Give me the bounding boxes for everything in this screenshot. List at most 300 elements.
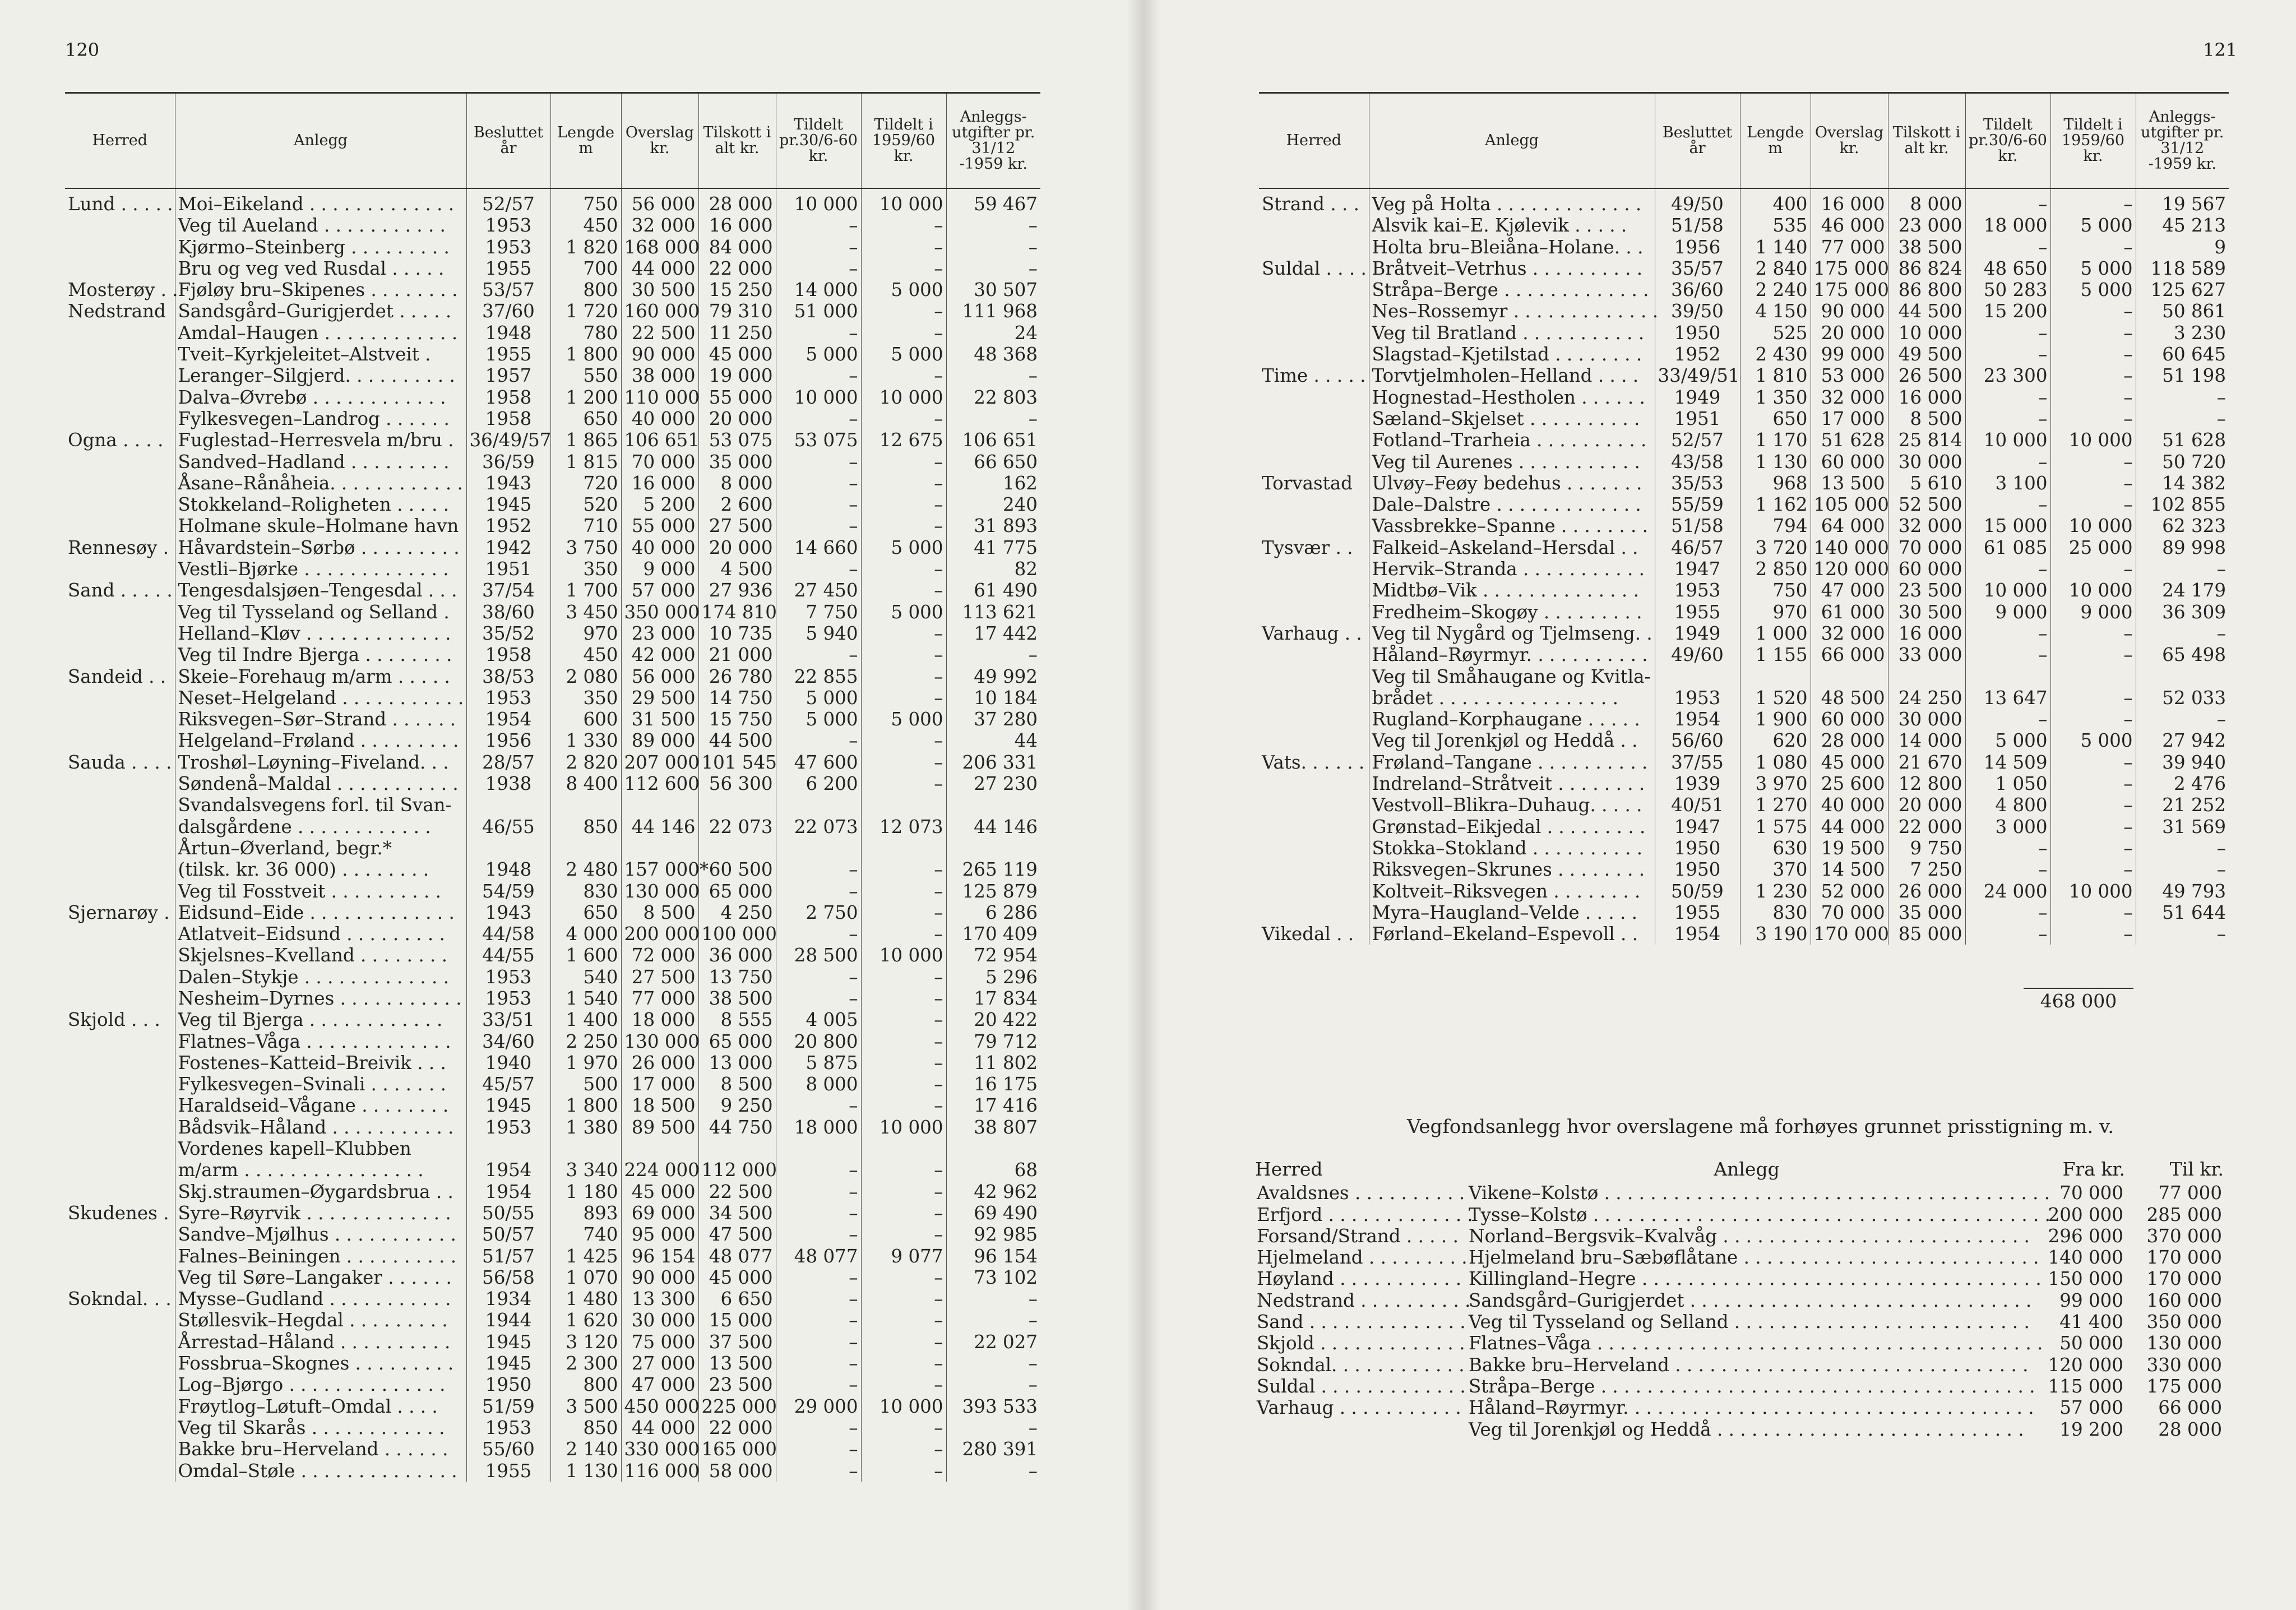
table-row	[65, 322, 1040, 344]
table-cell	[1259, 515, 1369, 536]
table-cell: –	[1965, 558, 2050, 580]
table-cell: 1952	[466, 515, 550, 536]
table-cell: 13 647	[1965, 687, 2050, 709]
table-cell: 3 750	[550, 537, 621, 558]
table-cell: Årrestad–Håland . . . . . . . . . .	[175, 1331, 466, 1353]
table-cell: –	[2216, 859, 2226, 881]
table-cell: 10 000	[2050, 580, 2136, 601]
table-cell: Time . . . . .	[1259, 365, 1369, 386]
table-cell	[65, 1374, 175, 1395]
table-cell	[65, 1310, 175, 1331]
table-cell: 125 879	[962, 880, 1038, 902]
table-cell: –	[2050, 494, 2136, 515]
table-row	[65, 537, 1040, 558]
table-cell: 46/57	[1655, 537, 1740, 558]
table-cell: 53/57	[466, 279, 550, 300]
table-cell: 48 500	[1811, 687, 1888, 709]
table-cell: 33 000	[1888, 644, 1965, 665]
table-cell	[1259, 494, 1369, 515]
table-cell: 5 000	[861, 602, 946, 623]
table-cell: 5 000	[776, 344, 861, 365]
table-cell: –	[2050, 365, 2136, 386]
table-cell: 10 000	[2050, 429, 2136, 451]
table-cell: 20 800	[776, 1031, 861, 1052]
table-cell: 45 000	[621, 1181, 698, 1202]
table-row	[65, 344, 1040, 365]
table-cell: 30 000	[621, 1310, 698, 1331]
table-cell: Fuglestad–Herresvela m/bru .	[175, 429, 466, 451]
table-cell: Sauda . . . .	[65, 752, 175, 773]
table-cell: 1950	[466, 1374, 550, 1395]
table-cell: 2 840	[1740, 258, 1811, 279]
table-cell: –	[776, 1310, 861, 1331]
table-cell: –	[861, 1224, 946, 1245]
table-cell: 38 500	[698, 988, 776, 1009]
table-cell: 60 000	[1811, 709, 1888, 730]
table-cell: 49 500	[1888, 344, 1965, 365]
table-cell: –	[861, 773, 946, 794]
table-cell: Rennesøy .	[65, 537, 175, 558]
table-cell	[65, 494, 175, 515]
table-cell: 8 000	[1888, 188, 1965, 215]
table-cell	[861, 1138, 946, 1159]
table-cell: 160 000	[621, 300, 698, 322]
table-cell	[65, 1159, 175, 1181]
table-cell: 22 855	[776, 666, 861, 687]
table-cell: –	[861, 881, 946, 902]
table-cell: 50/59	[1655, 881, 1740, 902]
table-cell: –	[776, 1331, 861, 1353]
table-cell: 620	[1740, 730, 1811, 751]
table-cell: 24	[1014, 322, 1038, 344]
table-cell: –	[1965, 387, 2050, 408]
table-cell	[65, 344, 175, 365]
table-cell	[1259, 300, 1369, 322]
table-cell: 10 000	[776, 188, 861, 215]
column-header: Anleggs-utgifter pr. 31/12 -1959 kr.	[2136, 93, 2229, 189]
column-header: Fra kr.	[2062, 1158, 2125, 1180]
table-cell: 8 500	[1888, 408, 1965, 429]
table-cell: 1945	[466, 1353, 550, 1374]
table-cell: 44 146	[974, 816, 1038, 838]
table-cell: 200 000	[2048, 1204, 2123, 1225]
table-cell: –	[2050, 794, 2136, 816]
table-row	[1259, 188, 2229, 215]
table-cell: 68	[1014, 1159, 1038, 1181]
table-cell	[65, 644, 175, 665]
table-cell: 51 000	[776, 300, 861, 322]
table-cell: 60 645	[2162, 344, 2226, 366]
table-cell: 720	[550, 473, 621, 494]
table-cell: –	[861, 515, 946, 536]
table-cell: Bru og veg ved Rusdal . . . . .	[175, 258, 466, 279]
table-cell: 2 240	[1740, 279, 1811, 300]
table-cell: –	[861, 1310, 946, 1331]
table-cell: 1 162	[1740, 494, 1811, 515]
table-cell	[861, 838, 946, 859]
table-cell: 1939	[1655, 773, 1740, 794]
table-cell: 41 775	[974, 536, 1038, 558]
table-cell: Fjøløy bru–Skipenes . . . . . . . .	[175, 279, 466, 300]
table-row	[1259, 623, 2229, 644]
table-cell	[698, 838, 776, 859]
table-cell: Norland–Bergsvik–Kvalvåg . . . . . . . . . . . . . . . . . . . . . . . . . . .	[1469, 1225, 2030, 1247]
table-row	[1259, 537, 2229, 558]
table-cell: 66 000	[1811, 644, 1888, 665]
table-cell	[65, 1074, 175, 1095]
table-cell: 13 500	[1811, 473, 1888, 494]
table-cell: 27 936	[698, 580, 776, 601]
table-cell: 28/57	[466, 752, 550, 773]
table-cell: –	[861, 1460, 946, 1482]
table-cell: 39 940	[2162, 751, 2226, 773]
table-cell: 6 286	[985, 901, 1038, 923]
table-cell: 174 810	[698, 602, 776, 623]
table-cell: 21 000	[698, 644, 776, 665]
table-cell: 23 300	[1965, 365, 2050, 386]
table-cell: 22 073	[776, 816, 861, 838]
table-cell: Tveit–Kyrkjeleitet–Alstveit .	[175, 344, 466, 365]
table-cell: 2 480	[550, 859, 621, 880]
table-cell: 28 000	[698, 188, 776, 215]
table-cell: Falkeid–Askeland–Hersdal . .	[1369, 537, 1655, 558]
table-cell: 19 567	[2162, 193, 2226, 215]
table-cell: 12 073	[861, 816, 946, 838]
table-cell: Søndenå–Maldal . . . . . . . . . . .	[175, 773, 466, 794]
table-cell: 51 628	[1811, 429, 1888, 451]
table-cell: 90 000	[621, 1267, 698, 1288]
table-row	[65, 1138, 1040, 1159]
table-cell: 40/51	[1655, 794, 1740, 816]
table-cell: –	[1965, 494, 2050, 515]
table-cell: –	[1965, 838, 2050, 859]
table-cell: 650	[550, 408, 621, 429]
table-row	[1255, 1397, 2224, 1418]
table-cell: –	[861, 1288, 946, 1310]
table-cell: 10 000	[1888, 322, 1965, 344]
table-cell: 69 490	[974, 1202, 1038, 1224]
table-cell: 90 000	[1811, 300, 1888, 322]
table-cell: 9	[2214, 236, 2226, 258]
table-cell	[65, 1224, 175, 1245]
table-cell: –	[861, 473, 946, 494]
table-cell	[1811, 666, 1888, 687]
table-cell	[946, 794, 1040, 816]
table-cell: Veg til Tysseland og Selland . . . . . . . . . . . . . . . . . . . . . . . . . .	[1469, 1311, 2030, 1333]
table-cell: 40 000	[1811, 794, 1888, 816]
table-row	[65, 558, 1040, 580]
table-cell: 10 000	[2050, 881, 2136, 902]
table-cell: 24 250	[1888, 687, 1965, 709]
table-cell: 18 500	[621, 1095, 698, 1116]
table-cell: 850	[550, 1417, 621, 1438]
table-cell: 1949	[1655, 623, 1740, 644]
table-cell: Dalen–Stykje . . . . . . . . . . . . .	[175, 966, 466, 988]
table-cell: 42 000	[621, 644, 698, 665]
table-cell: –	[1965, 644, 2050, 665]
table-cell: 56/60	[1655, 730, 1740, 751]
table-cell: Hervik–Stranda . . . . . . . . . . .	[1369, 558, 1655, 580]
table-cell: 25 600	[1811, 773, 1888, 794]
table-cell	[65, 881, 175, 902]
table-cell: 35/52	[466, 623, 550, 644]
table-cell: –	[861, 1353, 946, 1374]
table-cell: 1 130	[1740, 451, 1811, 473]
table-row	[1259, 344, 2229, 365]
table-cell: –	[861, 902, 946, 923]
table-cell: –	[861, 1438, 946, 1460]
table-cell	[2136, 666, 2229, 687]
table-cell	[65, 859, 175, 880]
table-row	[1255, 1225, 2224, 1247]
table-cell	[1259, 794, 1369, 816]
table-cell: Omdal–Støle . . . . . . . . . . . . . .	[175, 1460, 466, 1482]
table-cell: Alsvik kai–E. Kjølevik . . . . .	[1369, 215, 1655, 236]
table-row	[65, 258, 1040, 279]
table-cell: 1955	[466, 258, 550, 279]
table-cell: Sandeid . .	[65, 666, 175, 687]
table-row	[1259, 902, 2229, 923]
table-cell: Tengesdalsjøen–Tengesdal . . .	[175, 580, 466, 601]
table-cell: 86 800	[1888, 279, 1965, 300]
page-number-left: 120	[65, 39, 100, 61]
table-cell	[621, 1138, 698, 1159]
table-cell: 95 000	[621, 1224, 698, 1245]
table-row	[1259, 365, 2229, 386]
table-cell: 794	[1740, 515, 1811, 536]
table-cell: –	[861, 322, 946, 344]
table-cell: Veg på Holta . . . . . . . . . . . . .	[1369, 188, 1655, 215]
table-cell: –	[2050, 709, 2136, 730]
table-cell: –	[1965, 237, 2050, 258]
table-cell: 1 000	[1740, 623, 1811, 644]
table-cell	[65, 1181, 175, 1202]
table-row	[1259, 773, 2229, 794]
table-cell: –	[861, 1202, 946, 1224]
table-cell: 1 800	[550, 1095, 621, 1116]
table-cell: 5 200	[621, 494, 698, 515]
table-cell: 1956	[1655, 237, 1740, 258]
table-cell: 75 000	[621, 1331, 698, 1353]
table-cell	[1259, 322, 1369, 344]
table-cell: 32 000	[621, 215, 698, 236]
table-cell: 30 507	[974, 279, 1038, 301]
table-cell: 84 000	[698, 237, 776, 258]
table-cell	[550, 794, 621, 816]
table-cell: –	[1028, 1288, 1038, 1310]
table-cell: Holta bru–Bleiåna–Holane. . .	[1369, 237, 1655, 258]
table-cell: Kjørmo–Steinberg . . . . . . . . .	[175, 237, 466, 258]
table-cell: –	[2216, 837, 2226, 859]
table-cell: 1953	[1655, 687, 1740, 709]
table-row	[65, 1246, 1040, 1267]
table-cell	[65, 945, 175, 966]
table-cell: 96 154	[621, 1246, 698, 1267]
table-row	[1255, 1354, 2224, 1376]
table-row	[1255, 1268, 2224, 1289]
header-row	[1259, 93, 2229, 189]
table-cell: Håland–Røyrmyr. . . . . . . . . . . . . . . . . . . . . . . . . . . . . . . . . . . .	[1469, 1397, 2034, 1419]
table-cell: 18 000	[1965, 215, 2050, 236]
table-cell: 393 533	[962, 1395, 1038, 1417]
table-cell: 40 000	[621, 537, 698, 558]
table-cell: –	[861, 408, 946, 429]
table-row	[65, 188, 1040, 215]
table-cell	[1259, 237, 1369, 258]
table-cell: 1 050	[1965, 773, 2050, 794]
table-cell: –	[1965, 709, 2050, 730]
table-cell: 96 154	[974, 1245, 1038, 1267]
table-cell	[65, 1353, 175, 1374]
table-cell: 1954	[1655, 923, 1740, 945]
table-cell: Fylkesvegen–Landrog . . . . . .	[175, 408, 466, 429]
table-cell: 45 000	[698, 1267, 776, 1288]
table-cell	[1259, 387, 1369, 408]
table-row	[1259, 881, 2229, 902]
table-cell: Ulvøy–Feøy bedehus . . . . . . .	[1369, 473, 1655, 494]
table-cell: 48 650	[1965, 258, 2050, 279]
table-cell: Bådsvik–Håland . . . . . . . . . . .	[175, 1117, 466, 1138]
table-cell: 23 000	[1888, 215, 1965, 236]
table-cell: 800	[550, 279, 621, 300]
table-cell: 1955	[1655, 902, 1740, 923]
table-cell: 10 000	[1965, 429, 2050, 451]
table-cell: Slagstad–Kjetilstad . . . . . . . .	[1369, 344, 1655, 365]
table-cell: 2 250	[550, 1031, 621, 1052]
table-cell: 1947	[1655, 558, 1740, 580]
table-cell: 66 000	[2158, 1397, 2222, 1419]
table-cell	[65, 1267, 175, 1288]
table-cell: 9 750	[1888, 838, 1965, 859]
table-cell: Log–Bjørgo . . . . . . . . . . . . . .	[175, 1374, 466, 1395]
table-cell	[466, 1138, 550, 1159]
table-cell: 106 651	[621, 429, 698, 451]
table-cell: 10 000	[776, 387, 861, 408]
table-row	[1255, 1311, 2224, 1333]
table-cell: 79 712	[974, 1030, 1038, 1052]
table-cell: 115 000	[2048, 1375, 2123, 1397]
table-cell: 14 750	[698, 687, 776, 709]
table-cell: 330 000	[2146, 1354, 2222, 1376]
table-cell	[1655, 666, 1740, 687]
table-cell	[65, 408, 175, 429]
table-cell: 24 000	[1965, 881, 2050, 902]
table-cell	[65, 1138, 175, 1159]
table-cell: –	[1028, 408, 1038, 429]
table-cell: Hognestad–Hestholen . . . . . .	[1369, 387, 1655, 408]
table-cell: 175 000	[1811, 258, 1888, 279]
table-cell: 3 970	[1740, 773, 1811, 794]
table-cell: 55/60	[466, 1438, 550, 1460]
table-cell: 28 500	[776, 945, 861, 966]
table-cell: –	[861, 730, 946, 751]
table-cell: 50/55	[466, 1202, 550, 1224]
table-row	[65, 237, 1040, 258]
table-cell: 1953	[466, 687, 550, 709]
table-cell: Flatnes–Våga . . . . . . . . . . . . .	[175, 1031, 466, 1052]
table-cell: –	[861, 1374, 946, 1395]
table-cell: 130 000	[621, 881, 698, 902]
table-cell: 17 416	[974, 1095, 1038, 1117]
table-cell: –	[1965, 902, 2050, 923]
table-cell: 140 000	[1811, 537, 1888, 558]
table-cell: 26 000	[1888, 881, 1965, 902]
table-cell: 1 180	[550, 1181, 621, 1202]
table-row	[65, 666, 1040, 687]
table-cell: 36 000	[698, 945, 776, 966]
table-cell: –	[861, 966, 946, 988]
table-cell: 65 000	[698, 881, 776, 902]
table-cell: 72 000	[621, 945, 698, 966]
table-cell	[1259, 709, 1369, 730]
table-cell: 5 000	[2050, 730, 2136, 751]
table-row	[1259, 752, 2229, 773]
table-cell: Ogna . . . .	[65, 429, 175, 451]
table-cell	[1259, 580, 1369, 601]
table-cell	[776, 794, 861, 816]
table-row	[65, 752, 1040, 773]
table-cell: 1950	[1655, 322, 1740, 344]
table-cell: Helgeland–Frøland . . . . . . . . .	[175, 730, 466, 751]
table-cell: Åsane–Rånåheia. . . . . . . . . . . .	[175, 473, 466, 494]
table-cell: 8 000	[776, 1074, 861, 1095]
table-row	[65, 1353, 1040, 1374]
table-cell: –	[2050, 237, 2136, 258]
table-cell	[466, 794, 550, 816]
table-cell: Sjernarøy .	[65, 902, 175, 923]
table-cell: Vordenes kapell–Klubben	[175, 1138, 466, 1159]
table-cell: 3 450	[550, 602, 621, 623]
table-cell	[1965, 666, 2050, 687]
table-cell: Veg til Småhaugane og Kvitla-	[1369, 666, 1655, 687]
table-cell: Torvtjelmholen–Helland . . . .	[1369, 365, 1655, 386]
table-cell: 5 610	[1888, 473, 1965, 494]
table-cell: Torvastad	[1259, 473, 1369, 494]
table-cell: –	[861, 923, 946, 945]
table-cell: 101 545	[698, 752, 776, 773]
section-caption: Vegfondsanlegg hvor overslagene må forhøyes grunnet prisstigning m. v.	[1407, 1116, 2114, 1138]
table-cell: 45/57	[466, 1074, 550, 1095]
table-cell: 111 968	[962, 300, 1038, 322]
table-cell	[65, 365, 175, 386]
table-cell: 170 000	[2146, 1247, 2222, 1269]
table-cell: 3 230	[2173, 322, 2226, 344]
table-cell: –	[2050, 623, 2136, 644]
table-cell: 100 000	[698, 923, 776, 945]
table-cell: –	[2216, 709, 2226, 730]
table-cell: 330 000	[621, 1438, 698, 1460]
table-cell	[1740, 666, 1811, 687]
table-cell: –	[776, 215, 861, 236]
table-cell: –	[861, 687, 946, 709]
table-cell: 970	[1740, 602, 1811, 623]
table-row	[65, 602, 1040, 623]
table-cell: Hjelmeland . . . . . . . . .	[1257, 1247, 1468, 1269]
table-cell: –	[861, 1009, 946, 1030]
table-cell: 61 085	[1965, 537, 2050, 558]
table-cell: 19 200	[2059, 1418, 2123, 1440]
table-cell: 1953	[466, 966, 550, 988]
table-cell: 52/57	[1655, 429, 1740, 451]
table-cell: 2 140	[550, 1438, 621, 1460]
table-cell: 21 252	[2162, 794, 2226, 816]
table-cell: 54/59	[466, 881, 550, 902]
table-cell: 1 520	[1740, 687, 1811, 709]
table-cell: Varhaug . .	[1259, 623, 1369, 644]
table-cell: 4 150	[1740, 300, 1811, 322]
table-cell	[621, 838, 698, 859]
table-cell: –	[776, 1288, 861, 1310]
